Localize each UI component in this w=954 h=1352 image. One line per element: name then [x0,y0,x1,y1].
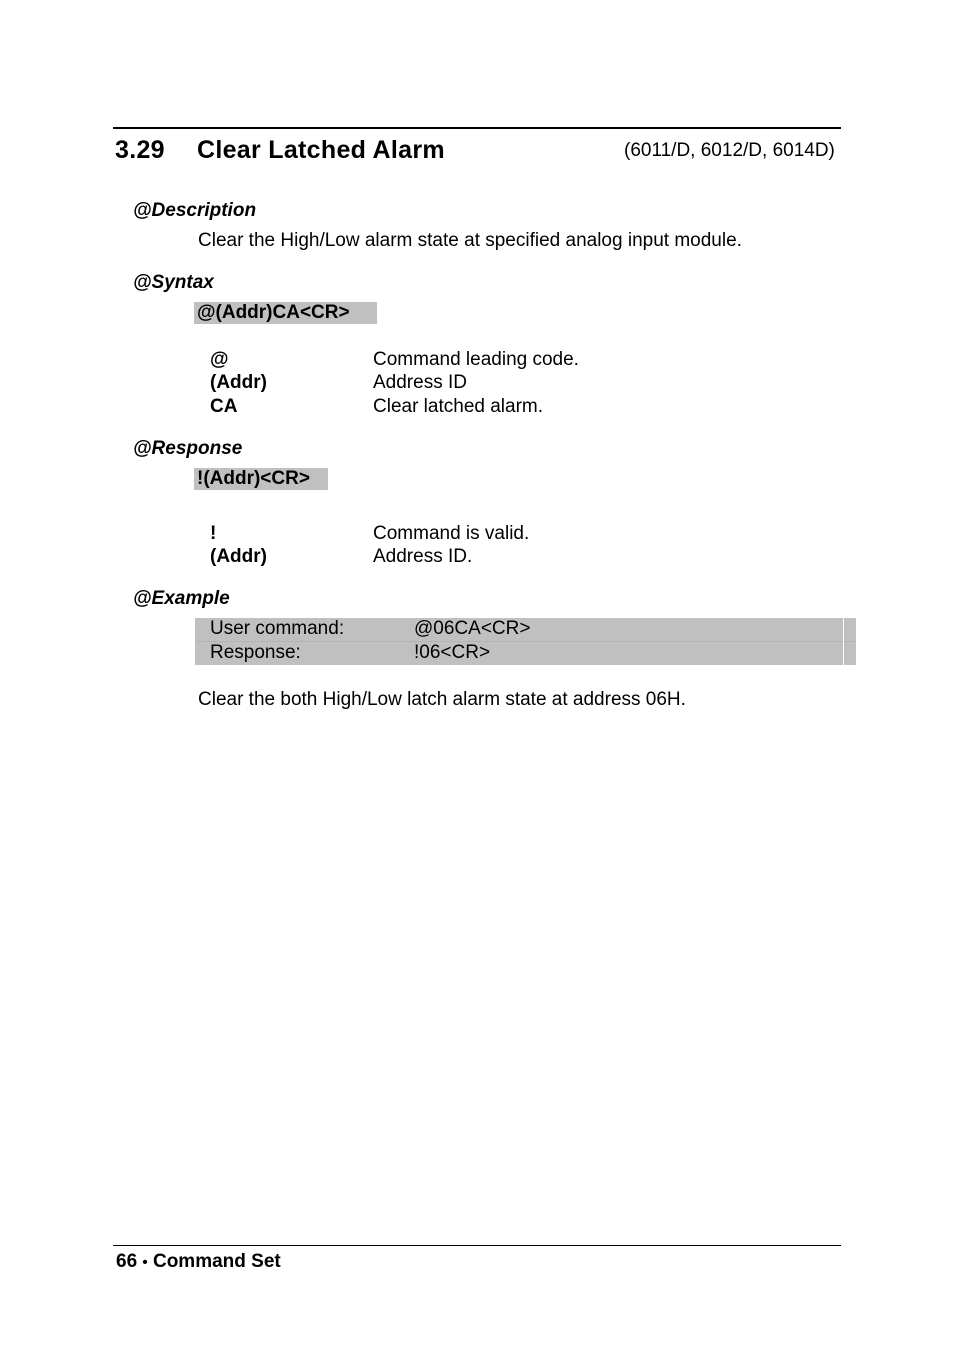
syntax-param-name: CA [210,396,238,417]
example-row-label: Response: [210,642,301,663]
syntax-heading: @Syntax [133,272,214,293]
example-column-divider [843,618,844,665]
example-heading: @Example [133,588,230,609]
example-note: Clear the both High/Low latch alarm state at address 06H. [198,689,686,710]
response-heading: @Response [133,438,243,459]
footer-bullet: • [142,1254,148,1271]
response-code: !(Addr)<CR> [194,468,328,490]
syntax-param-name: @ [210,349,229,370]
description-text: Clear the High/Low alarm state at specified analog input module. [198,230,742,251]
syntax-param-desc: Clear latched alarm. [373,396,544,417]
description-heading: @Description [133,200,257,221]
example-row-value: !06<CR> [414,642,491,663]
example-row-label: User command: [210,618,345,639]
footer-section: Command Set [152,1251,281,1272]
response-param-name: ! [210,523,217,544]
model-list: (6011/D, 6012/D, 6014D) [624,140,835,161]
response-param-name: (Addr) [210,546,267,567]
footer [116,1251,281,1273]
response-param-desc: Address ID. [373,546,473,567]
syntax-param-desc: Command leading code. [373,349,579,370]
section-number: 3.29 [115,136,165,164]
page-number: 66 [116,1251,138,1272]
section-title: Clear Latched Alarm [197,136,445,164]
example-row-value: @06CA<CR> [414,618,531,639]
response-param-desc: Command is valid. [373,523,530,544]
syntax-code: @(Addr)CA<CR> [194,302,377,324]
header-rule [113,127,841,129]
syntax-param-name: (Addr) [210,372,267,393]
footer-rule [113,1245,841,1246]
syntax-param-desc: Address ID [373,372,467,393]
